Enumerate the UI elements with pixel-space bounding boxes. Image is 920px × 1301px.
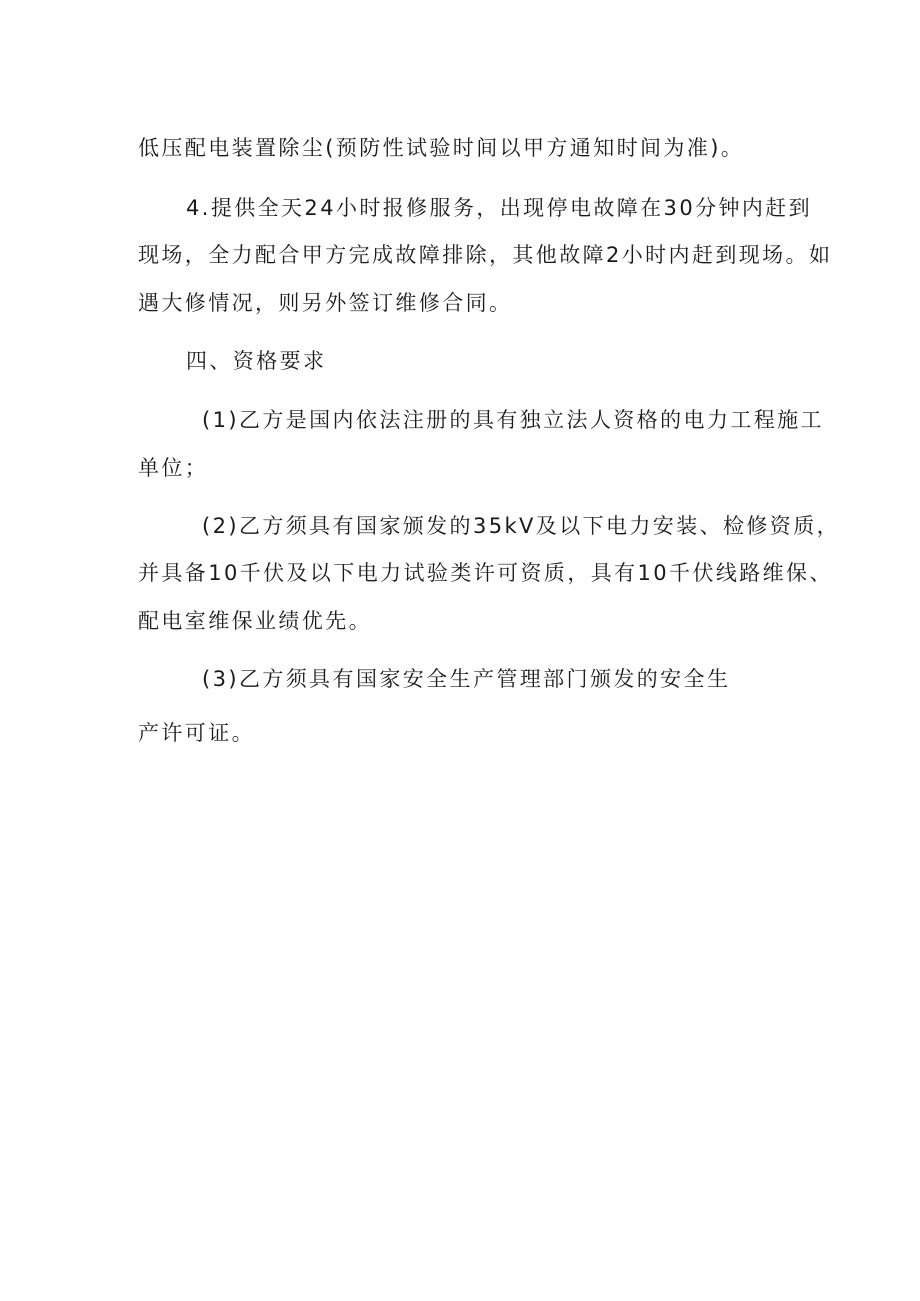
text-line-requirement-1-cont: 单位； xyxy=(138,456,209,480)
text-line-requirement-2: (2)乙方须具有国家颁发的35kV及以下电力安装、检修资质， xyxy=(202,514,840,538)
text-line-requirement-2-end: 配电室维保业绩优先。 xyxy=(138,609,372,633)
section-heading-qualifications: 四、资格要求 xyxy=(186,349,327,373)
text-line-repair-service: 4.提供全天24小时报修服务，出现停电故障在30分钟内赶到 xyxy=(186,196,813,220)
text-line-requirement-3: (3)乙方须具有国家安全生产管理部门颁发的安全生 xyxy=(202,667,731,691)
text-line-requirement-2-cont: 并具备10千伏及以下电力试验类许可资质，具有10千伏线路维保、 xyxy=(138,561,833,585)
text-line-requirement-1: (1)乙方是国内依法注册的具有独立法人资格的电力工程施工 xyxy=(202,408,824,432)
text-line-requirement-3-cont: 产许可证。 xyxy=(138,721,255,745)
text-line-major-repair: 遇大修情况，则另外签订维修合同。 xyxy=(138,291,513,315)
text-line-fault-handling: 现场，全力配合甲方完成故障排除，其他故障2小时内赶到现场。如 xyxy=(138,243,833,267)
text-line-dust-removal: 低压配电装置除尘(预防性试验时间以甲方通知时间为准)。 xyxy=(138,136,745,160)
